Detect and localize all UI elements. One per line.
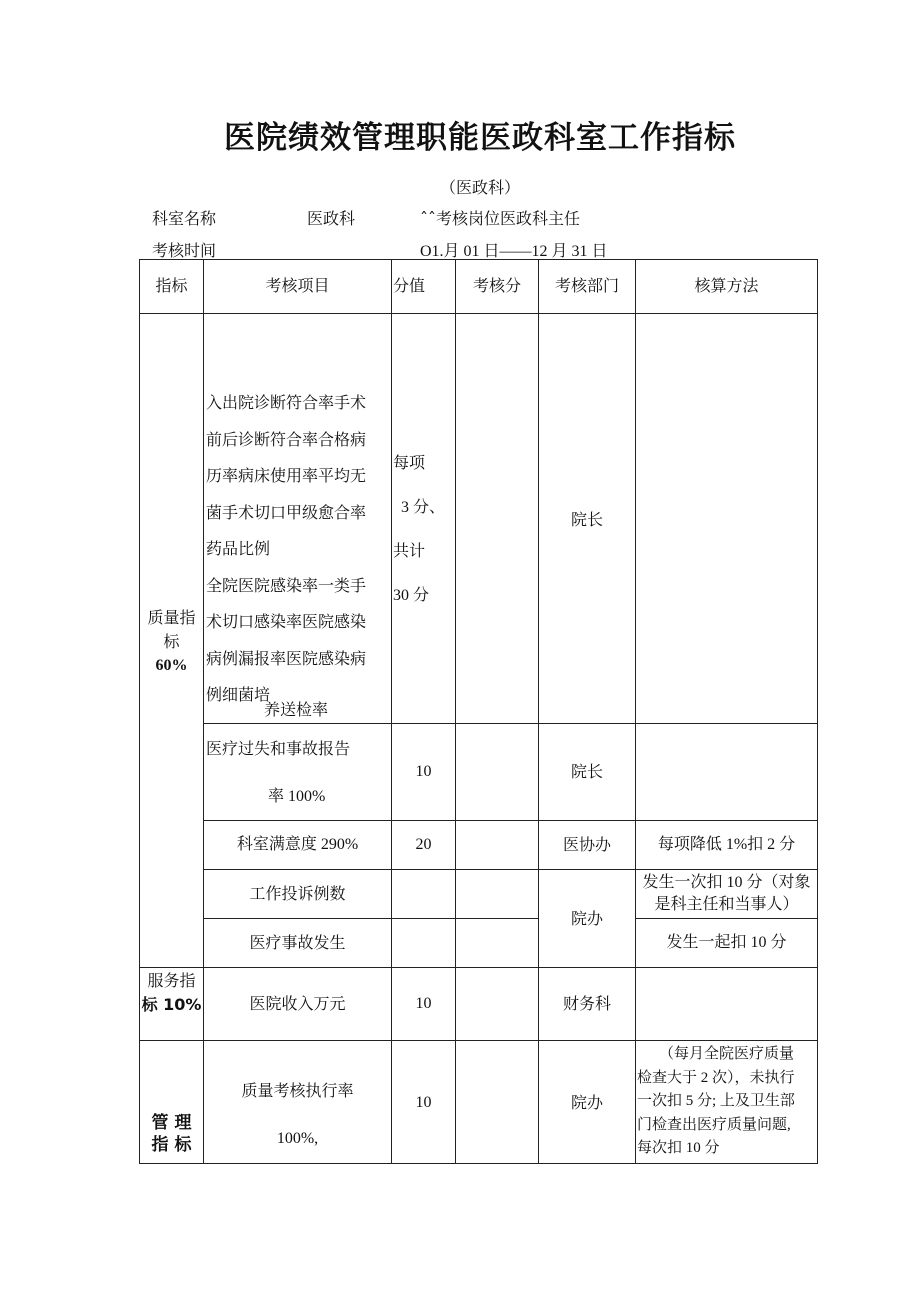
- row1-item: 入出院诊断符合率手术 前后诊断符合率合格病 历率病床使用率平均无 菌手术切口甲级愈合率 药品比例 全院医院感染率一类手 术切口感染率医院感染 病例漏报率医院感染病 例细菌培: [206, 393, 367, 704]
- header-indicator: 指标: [155, 276, 188, 295]
- row3-method: 每项降低 1%扣 2 分: [657, 836, 796, 853]
- row7-score: 10: [415, 1094, 432, 1111]
- header-department: 考核部门: [554, 276, 619, 295]
- row4-method: 发生一次扣 10 分（对象 是科主任和当事人）: [642, 874, 811, 913]
- dept-label: 科室名称: [152, 209, 217, 228]
- position-text: ˆˆ考核岗位医政科主任: [420, 209, 581, 228]
- row6-score: 10: [415, 995, 432, 1012]
- header-method: 核算方法: [694, 276, 759, 295]
- row7-method: （每月全院医疗质量 检查大于 2 次），未执行 一次扣 5 分; 上及卫生部 门检查出医疗质量问题, 每次扣 10 分: [637, 1046, 795, 1156]
- row2-department: 院长: [570, 762, 603, 781]
- page-subtitle: （医政科）: [439, 178, 520, 197]
- header-item: 考核项目: [265, 276, 330, 295]
- header-assessed-score: 考核分: [472, 276, 521, 295]
- row5-item: 医疗事故发生: [249, 933, 346, 952]
- group-service: 服务指 标 10%: [141, 971, 202, 1014]
- page-title: 医院绩效管理职能医政科室工作指标: [224, 120, 736, 156]
- group-management: 管 理 指 标: [151, 1113, 192, 1155]
- row1-department: 院长: [570, 510, 603, 529]
- header-score: 分值: [393, 276, 426, 295]
- row4-5-department: 院办: [570, 909, 603, 928]
- dept-value: 医政科: [307, 209, 356, 228]
- row5-method: 发生一起扣 10 分: [666, 934, 787, 951]
- row4-item: 工作投诉例数: [249, 884, 346, 903]
- row1-score: 每项 3 分、 共计 30 分: [393, 455, 446, 604]
- row3-score: 20: [415, 836, 432, 853]
- row7-item: 质量考核执行率 100%,: [241, 1081, 354, 1147]
- row7-department: 院办: [570, 1093, 603, 1112]
- period-value: O1.月 01 日——12 月 31 日: [420, 243, 608, 260]
- group-quality: 质量指 标 60%: [147, 608, 196, 674]
- row2-item: 医疗过失和事故报告 率 100%: [206, 739, 351, 805]
- row6-department: 财务科: [562, 994, 611, 1013]
- period-label: 考核时间: [152, 241, 217, 260]
- row2-score: 10: [415, 763, 432, 780]
- row1-item-tail: 养送检率: [264, 700, 329, 719]
- row3-item: 科室满意度 290%: [236, 836, 359, 853]
- row3-department: 医协办: [562, 835, 611, 854]
- row6-item: 医院收入万元: [249, 994, 346, 1013]
